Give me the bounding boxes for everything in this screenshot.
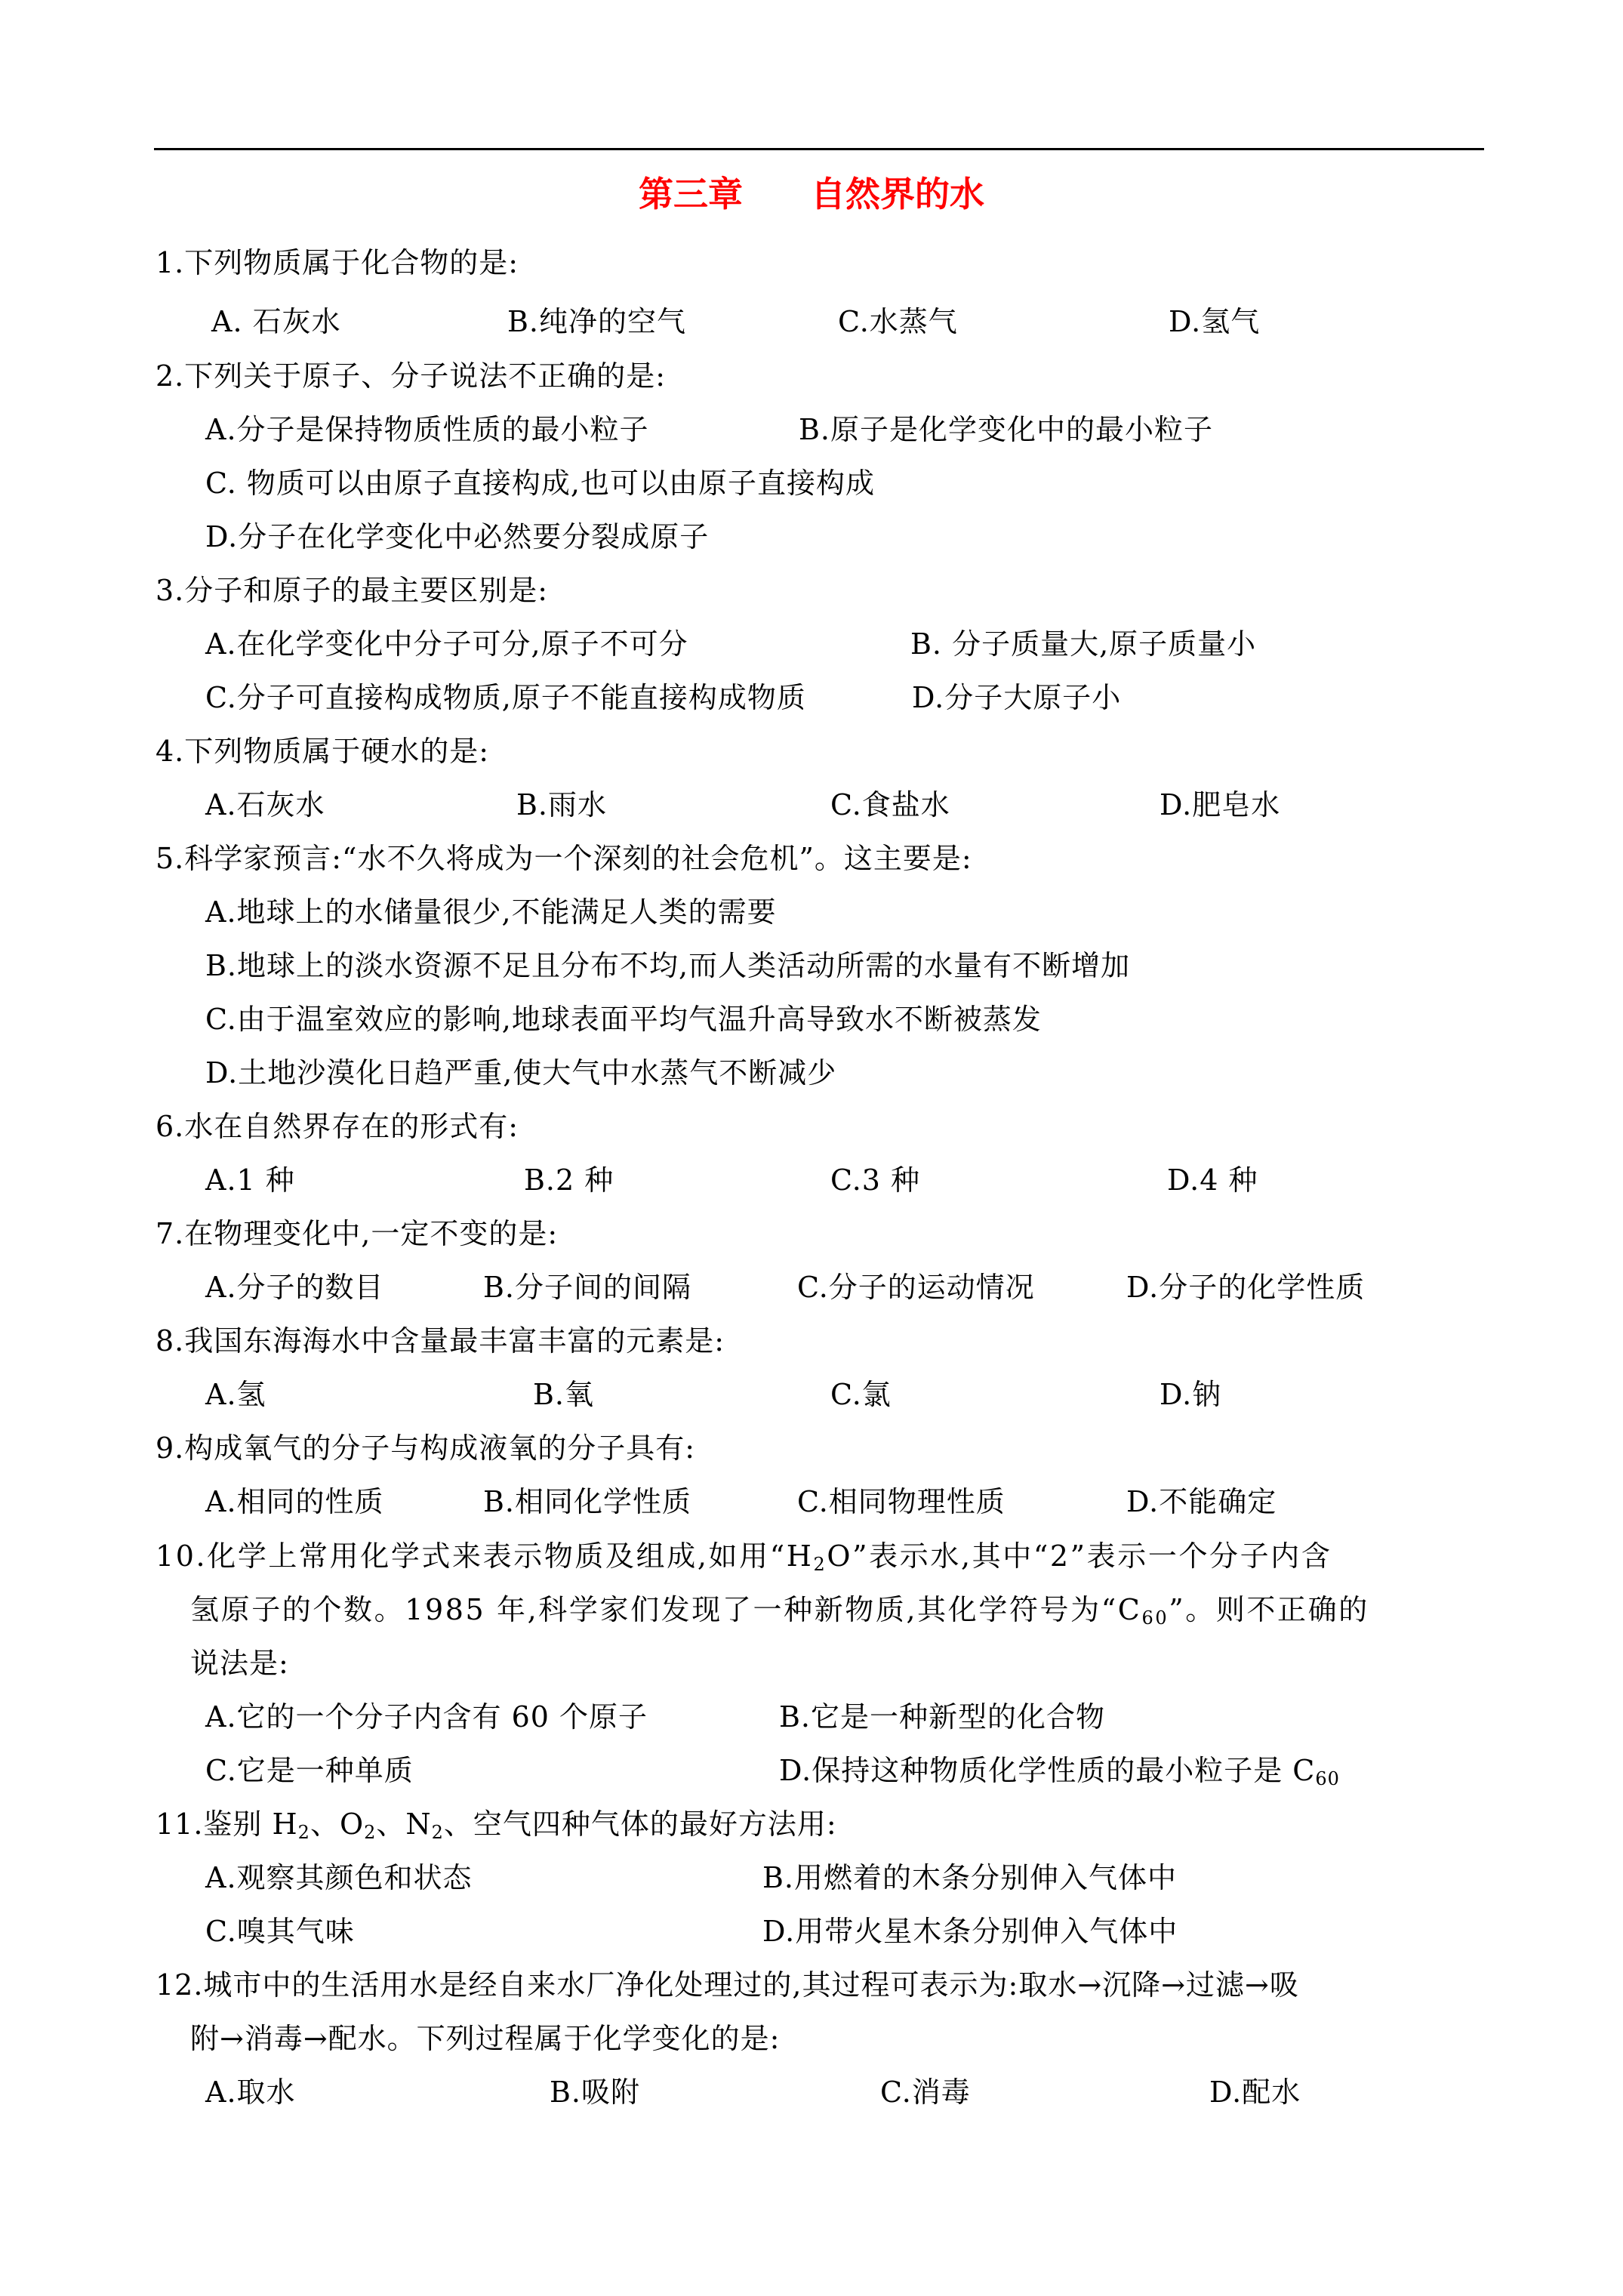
question-9-option-c: C.相同物理性质 — [797, 1485, 1006, 1518]
question-10-option-d: D.保持这种物质化学性质的最小粒子是 $C_{60}$ — [779, 1754, 1340, 1789]
question-6-option-a: A.1 种 — [205, 1163, 295, 1197]
question-6-stem: 6.水在自然界存在的形式有: — [156, 1110, 519, 1143]
question-3-stem: 3.分子和原子的最主要区别是: — [156, 574, 549, 607]
question-3-option-b: B. 分子质量大,原子质量小 — [910, 627, 1257, 661]
question-7-option-d: D.分子的化学性质 — [1126, 1271, 1366, 1304]
question-1-option-a: A. 石灰水 — [211, 305, 341, 338]
question-10-line-3: 说法是: — [190, 1647, 289, 1680]
question-10-line-1: 10.化学上常用化学式来表示物质及组成,如用“$H_2O$”表示水,其中“2”表示一个分子内含 — [156, 1539, 1332, 1575]
question-11-option-d: D.用带火星木条分别伸入气体中 — [762, 1915, 1178, 1948]
question-11-stem: 11.鉴别 $H_2$、$O_2$、$N_2$、空气四种气体的最好方法用: — [156, 1808, 837, 1843]
question-7-option-b: B.分子间的间隔 — [483, 1271, 692, 1304]
question-8-option-a: A.氢 — [205, 1378, 266, 1411]
question-10-option-c: C.它是一种单质 — [205, 1754, 414, 1787]
question-7-option-c: C.分子的运动情况 — [797, 1271, 1035, 1304]
question-5-option-c: C.由于温室效应的影响,地球表面平均气温升高导致水不断被蒸发 — [205, 1003, 1042, 1036]
question-4-option-c: C.食盐水 — [830, 788, 950, 821]
title-chapter: 第三章 — [639, 174, 743, 214]
question-7-stem: 7.在物理变化中,一定不变的是: — [156, 1217, 559, 1250]
question-4-option-a: A.石灰水 — [205, 788, 325, 821]
title-topic: 自然界的水 — [811, 174, 984, 214]
header-rule — [154, 148, 1484, 150]
question-1-option-c: C.水蒸气 — [838, 305, 958, 338]
question-12-option-a: A.取水 — [205, 2076, 296, 2109]
question-12-option-c: C.消毒 — [880, 2076, 971, 2109]
question-4-option-d: D.肥皂水 — [1160, 788, 1281, 821]
question-5-stem: 5.科学家预言:“水不久将成为一个深刻的社会危机”。这主要是: — [156, 842, 972, 875]
question-1-option-b: B.纯净的空气 — [507, 305, 687, 338]
question-10-line-2: 氢原子的个数。1985 年,科学家们发现了一种新物质,其化学符号为“$C_{60}$”。则不正确的 — [190, 1593, 1369, 1629]
question-12-line-1: 12.城市中的生活用水是经自来水厂净化处理过的,其过程可表示为:取水→沉降→过滤→吸 — [156, 1968, 1299, 2002]
question-9-option-d: D.不能确定 — [1126, 1485, 1277, 1518]
question-3-option-a: A.在化学变化中分子可分,原子不可分 — [205, 627, 688, 661]
question-2-stem: 2.下列关于原子、分子说法不正确的是: — [156, 359, 667, 393]
question-2-option-d: D.分子在化学变化中必然要分裂成原子 — [205, 520, 710, 553]
question-9-option-a: A.相同的性质 — [205, 1485, 384, 1518]
question-4-stem: 4.下列物质属于硬水的是: — [156, 735, 490, 768]
question-8-option-c: C.氯 — [830, 1378, 892, 1411]
question-1-stem: 1.下列物质属于化合物的是: — [156, 246, 519, 279]
question-11-option-c: C.嗅其气味 — [205, 1915, 355, 1948]
question-11-option-a: A.观察其颜色和状态 — [205, 1861, 473, 1894]
question-4-option-b: B.雨水 — [516, 788, 608, 821]
question-9-option-b: B.相同化学性质 — [483, 1485, 692, 1518]
question-3-option-c: C.分子可直接构成物质,原子不能直接构成物质 — [205, 681, 806, 714]
question-2-option-a: A.分子是保持物质性质的最小粒子 — [205, 413, 649, 446]
question-8-option-d: D.钠 — [1160, 1378, 1222, 1411]
question-6-option-c: C.3 种 — [830, 1163, 921, 1197]
question-5-option-a: A.地球上的水储量很少,不能满足人类的需要 — [205, 895, 777, 929]
question-1-option-d: D.氢气 — [1169, 305, 1261, 338]
question-3-option-d: D.分子大原子小 — [912, 681, 1122, 714]
question-12-option-b: B.吸附 — [550, 2076, 641, 2109]
question-10-option-b: B.它是一种新型的化合物 — [779, 1700, 1106, 1734]
question-10-option-a: A.它的一个分子内含有 60 个原子 — [205, 1700, 648, 1734]
question-2-option-c: C. 物质可以由原子直接构成,也可以由原子直接构成 — [205, 467, 875, 500]
question-12-option-d: D.配水 — [1209, 2076, 1301, 2109]
question-2-option-b: B.原子是化学变化中的最小粒子 — [799, 413, 1214, 446]
question-9-stem: 9.构成氧气的分子与构成液氧的分子具有: — [156, 1432, 696, 1465]
page-title — [0, 168, 1623, 220]
question-7-option-a: A.分子的数目 — [205, 1271, 384, 1304]
question-8-option-b: B.氧 — [533, 1378, 595, 1411]
question-8-stem: 8.我国东海海水中含量最丰富丰富的元素是: — [156, 1324, 725, 1358]
question-11-option-b: B.用燃着的木条分别伸入气体中 — [762, 1861, 1178, 1894]
question-6-option-b: B.2 种 — [524, 1163, 614, 1197]
question-5-option-b: B.地球上的淡水资源不足且分布不均,而人类活动所需的水量有不断增加 — [205, 949, 1131, 982]
question-12-line-2: 附→消毒→配水。下列过程属于化学变化的是: — [190, 2022, 781, 2055]
question-6-option-d: D.4 种 — [1167, 1163, 1258, 1197]
question-5-option-d: D.土地沙漠化日趋严重,使大气中水蒸气不断减少 — [205, 1056, 837, 1089]
